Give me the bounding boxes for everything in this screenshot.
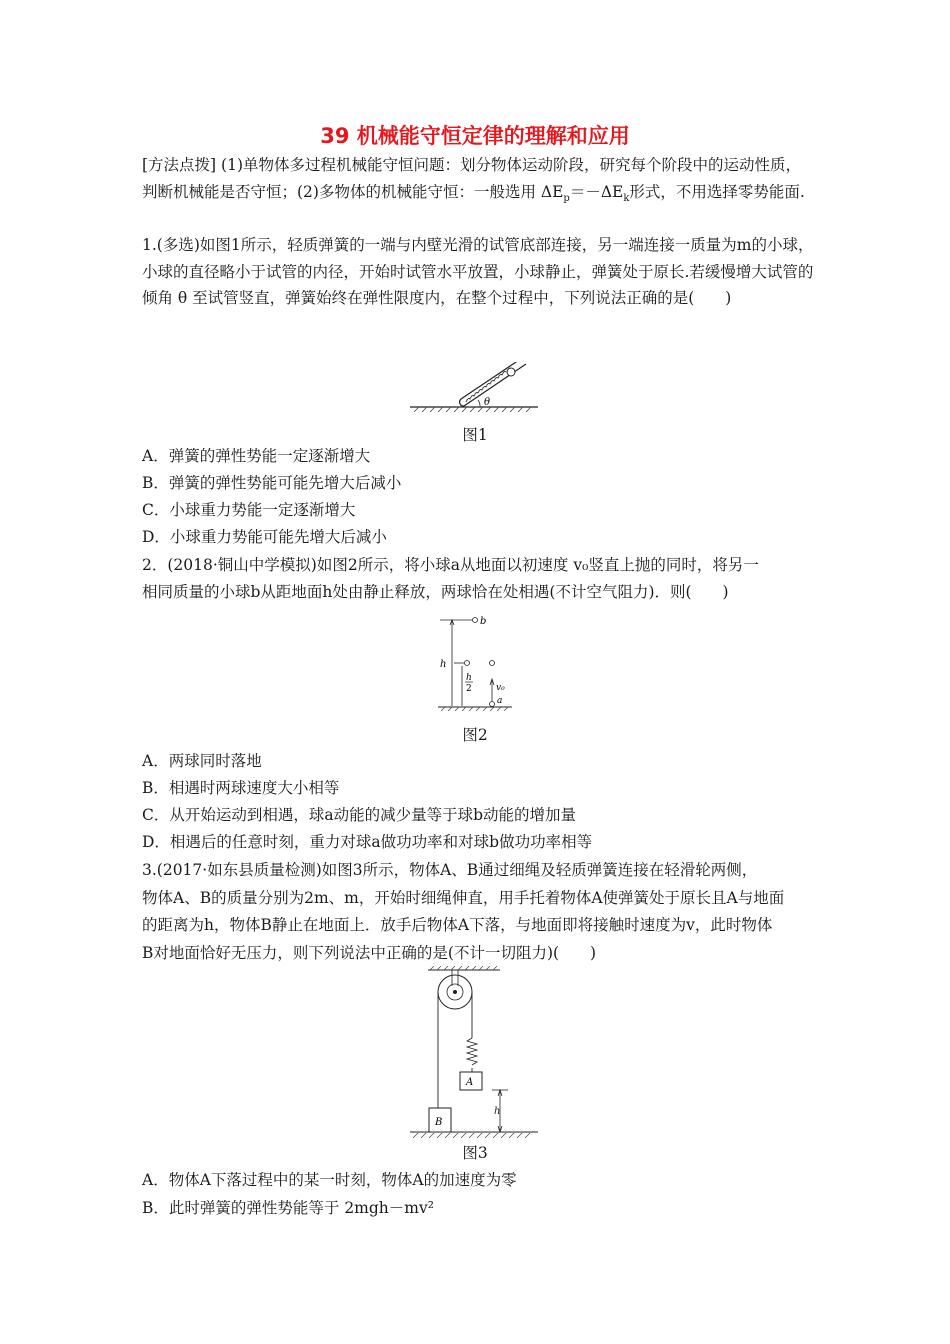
q3-stem-line-1: 3.(2017·如东县质量检测)如图3所示，物体A、B通过细绳及轻质弹簧连接在轻滑轮两侧， <box>142 861 758 879</box>
label-height-h: h <box>494 1106 501 1117</box>
figure-1-diagram <box>408 362 548 412</box>
method-sub-p: p <box>563 192 570 204</box>
method-text-1: (1)单物体多过程机械能守恒问题：划分物体运动阶段，研究每个阶段中的运动性质，判断机械能是否守恒；(2)多物体的机械能守恒：一般选用 ΔE <box>142 156 802 201</box>
method-text-3: 形式，不用选择零势能面. <box>629 182 805 201</box>
page-title: 39 机械能守恒定律的理解和应用 <box>320 124 630 148</box>
figure-2-caption: 图2 <box>462 726 488 744</box>
q1-stem: 1.(多选)如图1所示，轻质弹簧的一端与内壁光滑的试管底部连接，另一端连接一质量为m的小球，小球的直径略小于试管的内径，开始时试管水平放置，小球静止，弹簧处于原长.若缓慢增大试管的倾角 θ 至试管竖直，弹簧始终在弹性限度内，在整个过程中，下列说法正确的是( ) <box>142 236 814 307</box>
q2-option-b: B．相遇时两球速度大小相等 <box>142 779 340 797</box>
q2-option-a: A．两球同时落地 <box>142 752 262 770</box>
figure-1-caption: 图1 <box>462 426 488 444</box>
q3-option-b: B．此时弹簧的弹性势能等于 2mgh－mv² <box>142 1199 434 1217</box>
angle-theta-label: θ <box>484 397 491 408</box>
q2-stem-line-2: 相同质量的小球b从距地面h处由静止释放，两球恰在处相遇(不计空气阻力)．则( ) <box>142 583 729 601</box>
q3-stem-line-4: B对地面恰好无压力，则下列说法中正确的是(不计一切阻力)( ) <box>142 944 597 962</box>
method-sub-k: k <box>623 192 630 204</box>
figure-3-diagram <box>408 966 542 1138</box>
figure-3-caption: 图3 <box>462 1144 488 1162</box>
label-half-num: h <box>466 673 472 683</box>
label-half-den: 2 <box>466 684 472 694</box>
q1-option-d: D．小球重力势能可能先增大后减小 <box>142 528 387 546</box>
q2-option-c: C．从开始运动到相遇，球a动能的减少量等于球b动能的增加量 <box>142 806 577 824</box>
q2-option-d: D．相遇后的任意时刻，重力对球a做功功率和对球b做功功率相等 <box>142 833 593 851</box>
q1-option-b: B．弹簧的弹性势能可能先增大后减小 <box>142 474 402 492</box>
label-block-a: A <box>466 1077 474 1088</box>
method-tip <box>142 152 814 212</box>
q1-option-a: A．弹簧的弹性势能一定逐渐增大 <box>142 447 371 465</box>
q3-option-a: A．物体A下落过程中的某一时刻，物体A的加速度为零 <box>142 1171 517 1189</box>
q3-stem-line-2: 物体A、B的质量分别为2m、m，开始时细绳伸直，用手托着物体A使弹簧处于原长且A与地面 <box>142 889 785 907</box>
label-b: b <box>480 616 487 627</box>
label-v0: v₀ <box>496 683 505 693</box>
method-text-2: ＝－ΔE <box>569 182 624 201</box>
figure-2-diagram <box>436 611 516 711</box>
q2-stem-line-1: 2．(2018·铜山中学模拟)如图2所示，将小球a从地面以初速度 v₀竖直上抛的同时，将另一 <box>142 556 759 574</box>
q1-option-c: C．小球重力势能一定逐渐增大 <box>142 501 356 519</box>
label-a: a <box>497 696 503 706</box>
method-label: [方法点拨] <box>142 156 217 174</box>
label-block-b: B <box>435 1117 443 1128</box>
q3-stem-line-3: 的距离为h，物体B静止在地面上．放手后物体A下落，与地面即将接触时速度为v，此时物体 <box>142 916 773 934</box>
label-h: h <box>440 659 447 670</box>
